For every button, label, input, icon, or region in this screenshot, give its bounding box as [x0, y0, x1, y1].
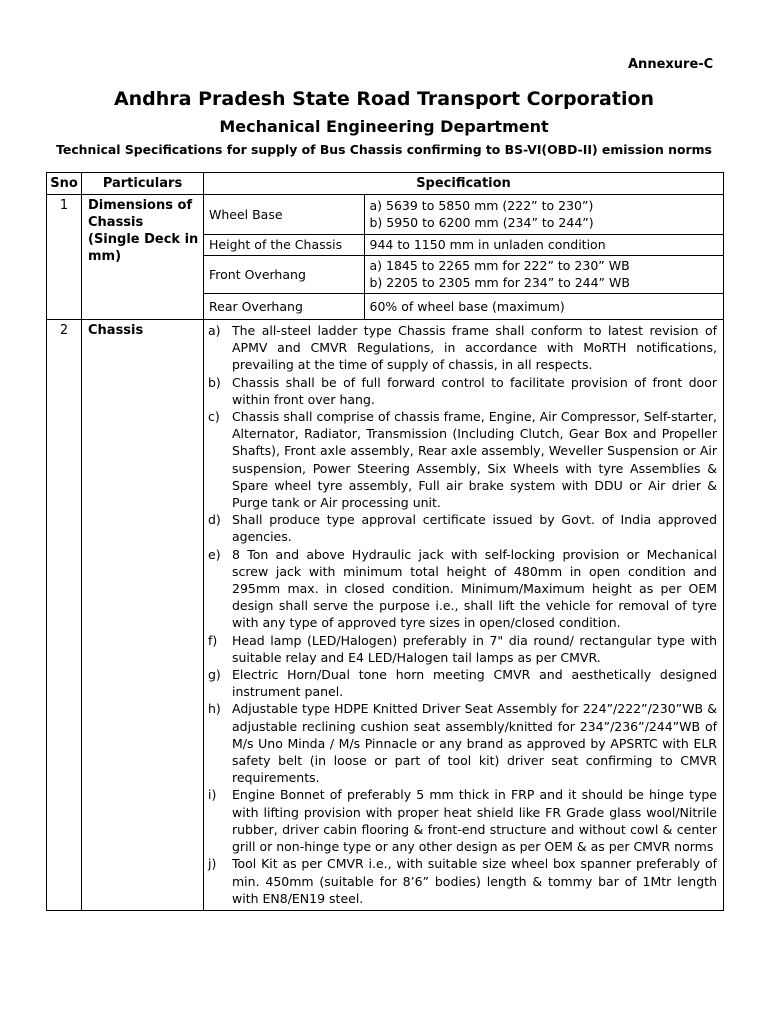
document-subtitle: Technical Specifications for supply of Bus Chassis confirming to BS-VI(OBD-II) emission norms: [56, 142, 712, 157]
annexure-label: Annexure-C: [628, 57, 714, 72]
row2-particular: Chassis: [82, 320, 204, 911]
wheel-base-value: [364, 195, 723, 234]
subtable-row: [204, 293, 723, 319]
header-specification: Specification: [204, 173, 724, 195]
front-overhang-label: Front Overhang: [204, 255, 364, 293]
row1-sno: 1: [47, 195, 82, 320]
subtable-row: [204, 234, 723, 255]
document-title: Andhra Pradesh State Road Transport Corporation: [113, 88, 655, 110]
table-row: [47, 320, 724, 911]
dimensions-subtable: [204, 195, 723, 319]
front-overhang-value: [364, 255, 723, 293]
height-label: Height of the Chassis: [204, 234, 364, 255]
wheel-base-b: b) 5950 to 6200 mm (234” to 244”): [369, 215, 594, 231]
item-text: Electric Horn/Dual tone horn meeting CMVR and aesthetically designed instrument panel.: [232, 667, 717, 700]
item-marker: b): [208, 374, 221, 390]
subtable-row: [204, 195, 723, 234]
list-item: [208, 322, 717, 374]
wheel-base-label: Wheel Base: [204, 195, 364, 234]
list-item: [208, 511, 717, 545]
front-overhang-b: b) 2205 to 2305 mm for 234” to 244” WB: [369, 275, 630, 290]
item-text: Adjustable type HDPE Knitted Driver Seat Assembly for 224”/222”/230”WB & adjustable reclining cushion seat assembly/knitted for 234”/236”/244”WB of M/s Uno Minda / M/s Pinnacle or any brand as approved by APSRTC with ELR safety belt (in loose or part of tool kit) driver seat confirming to CMVR requirements.: [232, 701, 717, 786]
item-text: Engine Bonnet of preferably 5 mm thick in FRP and it should be hinge type with lifting provision with proper heat shield like FR Grade glass wool/Nitrile rubber, driver cabin flooring & front-end structure and without cowl & center grill or non-hinge type or any other design as per OEM & as per CMVR norms: [232, 787, 717, 855]
item-marker: a): [208, 323, 221, 338]
row2-sno: 2: [47, 320, 82, 911]
header-particulars: Particulars: [82, 173, 204, 195]
specification-table: [46, 172, 724, 911]
row1-particular: Dimensions of Chassis (Single Deck in mm): [82, 195, 204, 320]
item-text: The all-steel ladder type Chassis frame shall conform to latest revision of APMV and CMVR Regulations, in accordance with MoRTH notifications, prevailing at the time of supply of chassis, in all respects.: [232, 323, 717, 373]
rear-overhang-label: Rear Overhang: [204, 293, 364, 319]
item-marker: f): [208, 632, 218, 648]
list-item: [208, 666, 717, 700]
rear-overhang-value: 60% of wheel base (maximum): [369, 298, 565, 314]
row1-spec-cell: [204, 195, 724, 320]
row2-spec-cell: [204, 320, 724, 911]
item-text: Chassis shall comprise of chassis frame, Engine, Air Compressor, Self-starter, Alternator, Radiator, Transmission (Including Clutch, Gear Box and Propeller Shafts), Front axle assembly, Rear axle assembly, Weveller Suspension or Air suspension, Power Steering Assembly, Six Wheels with tyre Assemblies & Spare wheel tyre assembly, Full air brake system with DDU or Air drier & Purge tank or Air processing unit.: [232, 409, 717, 511]
list-item: [208, 374, 717, 408]
item-text: Tool Kit as per CMVR i.e., with suitable size wheel box spanner preferably of min. 450mm (suitable for 8’6” bodies) length & tommy bar of 1Mtr length with EN8/EN19 steel.: [232, 856, 717, 906]
list-item: [208, 632, 717, 666]
table-row: [47, 195, 724, 320]
item-text: Head lamp (LED/Halogen) preferably in 7" dia round/ rectangular type with suitable relay and E4 LED/Halogen tail lamps as per CMVR.: [232, 632, 717, 665]
item-marker: e): [208, 546, 221, 562]
item-text: 8 Ton and above Hydraulic jack with self-locking provision or Mechanical screw jack with minimum total height of 480mm in open condition and 295mm max. in closed condition. Minimum/Maximum height as per OEM design shall serve the purpose i.e., shall lift the vehicle for removal of tyre with any type of approved tyre sizes in open/closed condition.: [232, 546, 717, 631]
list-item: [208, 408, 717, 511]
item-text: Shall produce type approval certificate issued by Govt. of India approved agencies.: [232, 512, 717, 545]
height-value: 944 to 1150 mm in unladen condition: [364, 234, 723, 255]
front-overhang-a: a) 1845 to 2265 mm for 222” to 230” WB: [369, 258, 630, 273]
wheel-base-a: a) 5639 to 5850 mm (222” to 230”): [369, 198, 594, 214]
header-sno: Sno: [47, 173, 82, 195]
list-item: [208, 546, 717, 632]
item-marker: j): [208, 856, 217, 872]
item-marker: i): [208, 787, 217, 803]
item-marker: c): [208, 409, 220, 425]
item-marker: g): [208, 667, 221, 683]
list-item: [208, 855, 717, 907]
list-item: [208, 786, 717, 855]
chassis-requirements-list: [204, 320, 723, 910]
department-title: Mechanical Engineering Department: [219, 117, 549, 136]
subtable-row: [204, 255, 723, 293]
item-marker: h): [208, 701, 221, 717]
list-item: [208, 700, 717, 786]
table-header-row: [47, 173, 724, 195]
item-text: Chassis shall be of full forward control to facilitate provision of front door within front over hang.: [232, 374, 717, 407]
item-marker: d): [208, 512, 221, 528]
